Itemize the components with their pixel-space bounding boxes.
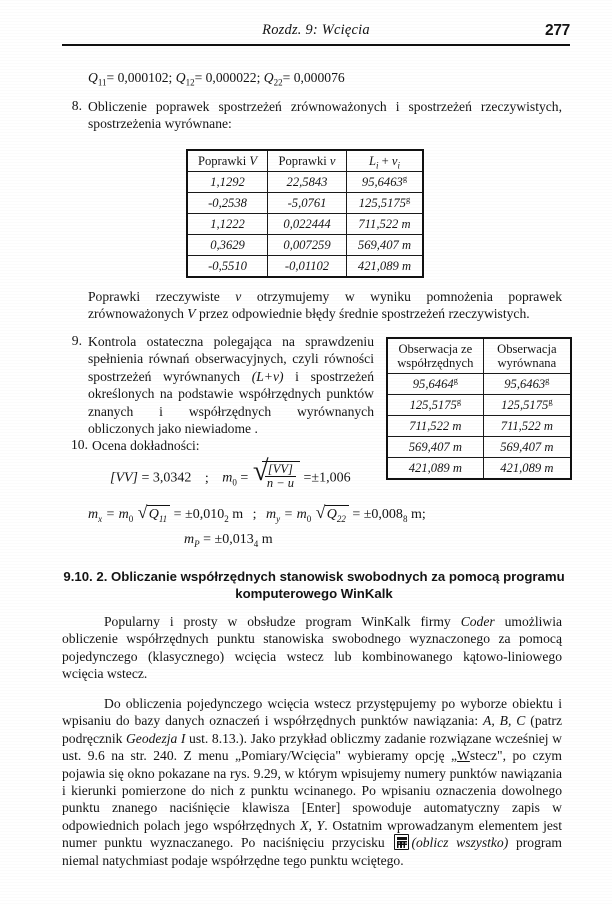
formula-q11-subscript: 11	[158, 513, 168, 524]
formula-vv-equals: = 3,0342	[141, 470, 192, 486]
column-header-obserwacja-ze-wspolrzednych: Obserwacja ze współrzędnych	[387, 338, 483, 374]
cell-obserwacja-ze-wspolrzednych: 125,5175$^g$	[387, 395, 483, 416]
cell-obserwacja-wyrownana: 569,407 m	[483, 437, 571, 458]
para2-text-d: , po czym pojawia się okno pokazane na rys. 9.29, w którym wpisujemy numery punktów nawiązania i kierunki pomierzone do nich z punktu wcinanego. Po wpisaniu oznaczenia dowolnego punktu znanego naciśnięcie klawisza [Enter] spowoduje automatyczny zapis w odpowiednich polach jego współrzędnych	[62, 748, 562, 833]
cell-obserwacja-wyrownana: 95,6463$^g$	[483, 374, 571, 395]
table-header-row	[387, 338, 571, 374]
cell-obserwacja-ze-wspolrzednych: 711,522 m	[387, 416, 483, 437]
formula-m0-result: =±1,006	[303, 470, 351, 486]
column-header-L-plus-v: $L_i + v_i$	[346, 150, 423, 172]
formula-sqrt-m0	[252, 455, 300, 491]
cell-poprawki-V: 0,3629	[187, 235, 268, 256]
q22-subscript: 22	[273, 77, 283, 88]
cell-poprawki-V: 1,1292	[187, 172, 268, 193]
table-row	[387, 395, 571, 416]
table-row	[187, 235, 423, 256]
cell-obserwacja-wyrownana: 421,089 m	[483, 458, 571, 480]
para1-text-b: umożliwia obliczenie współrzędnych punktu stanowiska swobodnego wyznaczonego za pomocą pojedynczego (klasycznego) wcięcia wstecz lub kombinowanego kątowo-liniowego wcięcia wstecz.	[62, 614, 563, 682]
column-header-poprawki-V: Poprawki V	[187, 150, 268, 172]
para2-text-b: (patrz podręcznik	[62, 713, 562, 746]
formula-q11-symbol: Q	[148, 507, 159, 522]
cell-L-plus-v: 421,089 m	[346, 256, 423, 278]
formula-sqrt-q22	[315, 502, 349, 524]
formula-vv-bracket: [VV]	[110, 470, 138, 486]
table-row	[387, 458, 571, 480]
radical-sign-icon: √	[315, 502, 326, 522]
cell-obserwacja-wyrownana: 711,522 m	[483, 416, 571, 437]
list-item-9-text	[88, 333, 374, 437]
formula-mp-value: = ±0,013	[203, 532, 254, 547]
formula-mx-value: = ±0,010	[173, 507, 225, 522]
calculator-icon	[394, 834, 409, 850]
radical-sign-icon: √	[252, 455, 269, 487]
q12-subscript: 12	[185, 77, 195, 88]
para2-geodezja-ref: Geodezja I	[125, 730, 186, 746]
formula-m0-subscript: 0	[232, 477, 237, 488]
para2-wstecz-rest: stecz"	[469, 748, 503, 764]
para2-points-abc: A, B, C	[483, 713, 526, 729]
formula-sqrt-q11	[137, 502, 170, 524]
formula-m0-symbol: m	[222, 470, 233, 486]
list-item-9	[62, 333, 374, 437]
para2-text-g: program niemal natychmiast podaje współrzędne tego punktu wciętego.	[62, 835, 562, 868]
header-rule	[62, 44, 570, 46]
formula-mp	[184, 532, 273, 548]
list-item-9-number: 9.	[71, 333, 82, 348]
table-row	[187, 214, 423, 235]
q12-symbol: Q	[175, 70, 186, 85]
formula-q22-symbol: Q	[326, 507, 337, 522]
q11-subscript: 11	[97, 77, 107, 88]
list-item-8-number: 8.	[71, 98, 82, 113]
formula-mx-subscript: x	[98, 513, 103, 524]
formula-m0-equals: =	[240, 470, 249, 486]
paragraph-poprawki-rzeczywiste: Poprawki rzeczywiste v otrzymujemy w wyniku pomnożenia poprawek zrównoważonych V przez odpowiednie błędy średnie spostrzeżeń rzeczywistych.	[88, 289, 562, 322]
list-item-9-text-b: i spostrzeżeń określonych na podstawie współrzędnych punktów znanych i współrzędnych wyrównanych obliczonych jako niewiadome .	[88, 368, 374, 437]
formula-mx-value-subscript: 2	[224, 513, 229, 524]
formula-my-subscript: y	[276, 513, 281, 524]
page-number: 277	[545, 22, 570, 39]
para2-text-a: Do obliczenia pojedynczego wcięcia wstecz przystępujemy po wyborze obiektu i wpisaniu do bazy danych oznaczeń i współrzędnych punktów nawiązania:	[62, 696, 562, 729]
cell-L-plus-v: 711,522 m	[346, 214, 423, 235]
cell-poprawki-v: -0,01102	[268, 256, 347, 278]
list-item-8	[62, 98, 562, 133]
formula-my-unit: m;	[407, 507, 426, 522]
para1-text-a: Popularny i prosty w obsłudze program WinKalk firmy	[104, 614, 461, 629]
formula-my-value: = ±0,008	[352, 507, 403, 522]
cell-poprawki-V: 1,1222	[187, 214, 268, 235]
formula-my-equals: = m	[283, 507, 307, 522]
cell-poprawki-V: -0,2538	[187, 193, 268, 214]
table-row	[187, 193, 423, 214]
formula-mx-unit: m	[228, 507, 244, 522]
section-heading-line2: komputerowego WinKalk	[235, 586, 393, 601]
running-title: Rozdz. 9: Wcięcia	[262, 22, 370, 38]
list-item-9-text-a: Kontrola ostateczna polegająca na sprawdzeniu spełnienia równań obserwacyjnych, czyli równości spostrzeżeń wyrównanych	[88, 334, 374, 384]
para1-coder: Coder	[460, 614, 495, 629]
q22-symbol: Q	[263, 70, 274, 85]
list-item-10-number: 10.	[71, 437, 88, 452]
formula-line2-separator: ;	[252, 507, 257, 522]
para2-xy: X, Y	[300, 817, 325, 833]
q11-symbol: Q	[88, 70, 98, 85]
formula-mp-subscript: P	[194, 538, 200, 549]
table-row	[387, 416, 571, 437]
list-item-10	[62, 437, 374, 454]
formula-fraction-vv-over-nu	[265, 463, 296, 490]
table-row	[387, 374, 571, 395]
formula-my-m0-subscript: 0	[306, 513, 312, 524]
formula-mp-unit: m	[258, 532, 273, 547]
table-kontrola	[386, 337, 572, 480]
q12-value: = 0,000022;	[194, 70, 261, 85]
cell-poprawki-v: 0,022444	[268, 214, 347, 235]
formula-vv-m0	[110, 455, 351, 491]
formula-q22-subscript: 22	[336, 513, 346, 524]
radical-sign-icon: √	[137, 502, 148, 522]
cell-poprawki-v: 0,007259	[268, 235, 347, 256]
cell-poprawki-V: -0,5510	[187, 256, 268, 278]
cell-obserwacja-ze-wspolrzednych: 569,407 m	[387, 437, 483, 458]
para2-text-e: . Ostatnim wprowadzanym elementem jest numer punktu wyznaczanego. Po naciśnięciu przycisku	[62, 817, 562, 851]
table-header-row	[187, 150, 423, 172]
cell-poprawki-v: -5,0761	[268, 193, 347, 214]
cell-L-plus-v: 125,5175$^g$	[346, 193, 423, 214]
section-heading-line1: 9.10. 2. Obliczanie współrzędnych stanowisk swobodnych za pomocą programu	[63, 569, 565, 584]
formula-my-value-subscript: 8	[402, 513, 408, 524]
formula-separator: ;	[204, 470, 209, 486]
list-item-10-text: Ocena dokładności:	[92, 438, 200, 453]
formula-mp-symbol: m	[184, 532, 195, 547]
para2-wstecz-mnemonic: W	[457, 748, 470, 764]
para2-oblicz-wszystko: (oblicz wszystko)	[411, 835, 509, 851]
section-heading	[62, 568, 566, 602]
q-values-line	[88, 70, 345, 86]
column-header-obserwacja-wyrownana: Obserwacja wyrównana	[483, 338, 571, 374]
cell-obserwacja-wyrownana: 125,5175$^g$	[483, 395, 571, 416]
cell-L-plus-v: 569,407 m	[346, 235, 423, 256]
table-row	[187, 172, 423, 193]
table-row	[387, 437, 571, 458]
list-item-8-text: Obliczenie poprawek spostrzeżeń zrównoważonych i spostrzeżeń rzeczywistych, spostrzeżenia wyrównane:	[88, 99, 562, 132]
cell-obserwacja-ze-wspolrzednych: 421,089 m	[387, 458, 483, 480]
fraction-denominator: n − u	[266, 476, 295, 491]
formula-my-symbol: m	[266, 507, 277, 522]
table-row	[187, 256, 423, 278]
formula-mx-symbol: m	[88, 507, 99, 522]
formula-mx-m0-subscript: 0	[128, 513, 134, 524]
cell-L-plus-v: 95,6463$^g$	[346, 172, 423, 193]
para2-text-c: ust. 8.13.). Jako przykład obliczmy zadanie rozwiązane wcześniej w ust. 9.6 na str. 240. Z menu „Pomiary/Wcięcia" wybieramy opcję „	[62, 730, 562, 764]
paragraph-winkalk-intro	[62, 613, 562, 683]
list-item-9-lv: (L+v)	[251, 368, 284, 384]
formula-mx-my	[88, 502, 426, 524]
column-header-poprawki-v: Poprawki v	[268, 150, 347, 172]
formula-mx-equals: = m	[105, 507, 129, 522]
table-poprawki	[186, 149, 424, 278]
fraction-numerator: [VV]	[267, 462, 293, 476]
cell-poprawki-v: 22,5843	[268, 172, 347, 193]
q22-value: = 0,000076	[282, 70, 345, 85]
formula-mp-value-subscript: 4	[253, 538, 259, 549]
paragraph-winkalk-procedure	[62, 695, 562, 869]
q11-value: = 0,000102;	[106, 70, 173, 85]
cell-obserwacja-ze-wspolrzednych: 95,6464$^g$	[387, 374, 483, 395]
